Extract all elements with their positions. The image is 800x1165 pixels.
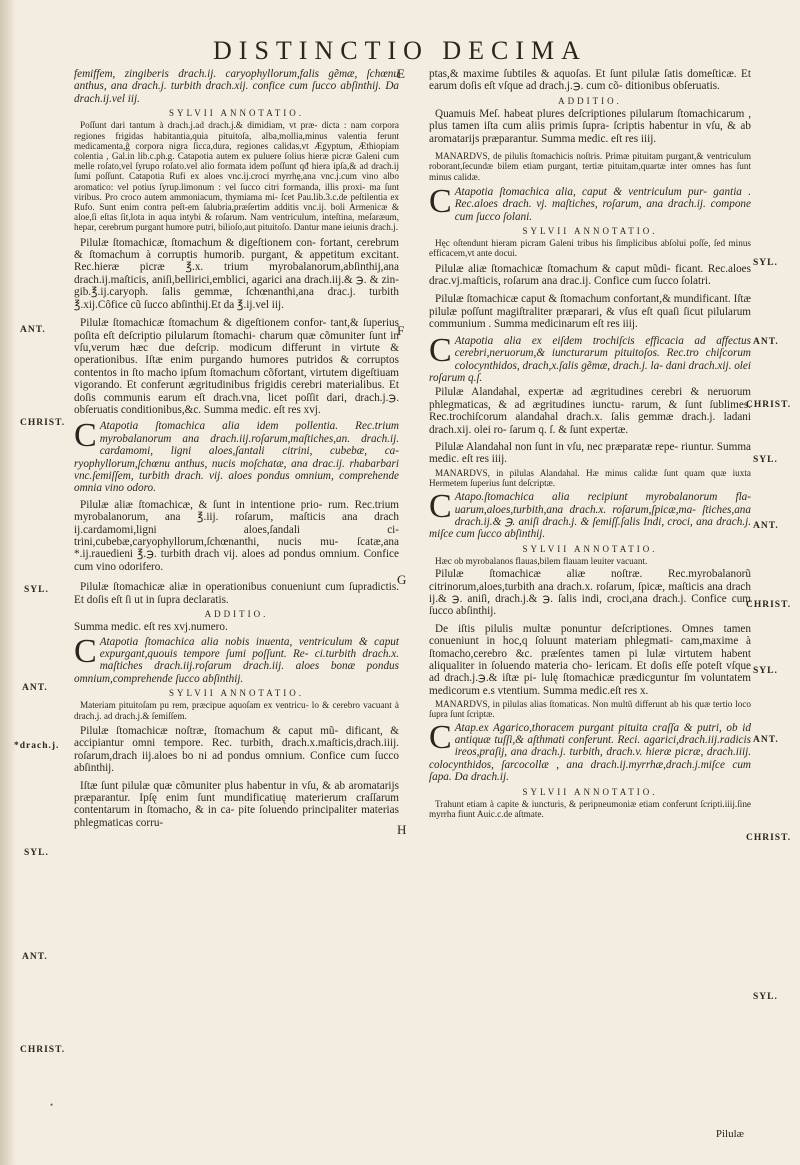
margin-label-syl: SYL. (753, 992, 778, 1002)
paragraph: Iſtæ ſunt pilulæ quæ cõmuniter plus habentur in vſu, & ab aromatarijs præparantur. Ipſę enim ſunt mundificatiuę materierum craſſarum contentarum in ſtomacho, & in ca- pite ſoluendo principaliter materias phlegmaticas corru- (74, 779, 399, 829)
page-title: DISTINCTIO DECIMA (213, 36, 587, 65)
annotation: MANARDVS, de pilulis ſtomachicis noſtris. Primæ pituitam purgant,& ventriculum roborant,ſecundæ bilem etiam purgant, tertiæ pituitam,quartæ inter omnes has ſunt minus calidæ. (429, 151, 751, 182)
paragraph: Pilulæ Alandahal, expertæ ad ægritudines cerebri & neruorum phlegmaticas, & ad ægritudines iunctu- rarum, & ſunt ſublimes. Rec.trochiſcorum alandahal drach.x. ſalis gemmæ drach.j. ladani drach.xij. olei ro- ſarum q. ſ. & ſunt expertæ. (429, 386, 751, 436)
annotation: MANARDVS, in pilulas alias ſtomaticas. Non multũ differunt ab his quæ tertio loco ſupra ſunt ſcriptæ. (429, 699, 751, 720)
paragraph: Pilulæ ſtomachicæ caput & ſtomachum confortant,& mundificant. Iſtæ pilulæ poſſunt magiſtraliter præparari, & vſus eſt quaſi ſicut pilularum communium . Summa medicinarum eſt res iiij. (429, 293, 751, 331)
section-letter-h: H (397, 822, 407, 837)
drop-cap: C (429, 718, 452, 756)
paragraph: Summa medic. eſt res xvj.numero. (74, 621, 228, 634)
annotation: Trahunt etiam à capite & iuncturis, & peripneumoniæ etiam conferunt ſcripti.iiij.ſine myrrha fiunt Auic.c.de aſtmate. (429, 798, 751, 820)
section-heading: SYLVII ANNOTATIO. (522, 786, 658, 797)
paragraph: Quamuis Meſ. habeat plures deſcriptiones pilularum ſtomachicarum , plus tamen iſta cum aliis primis ſupra- ſcriptis habentur in vſu, & ab aromatarijs præparantur. Summa medic. eſt res iiij. (429, 108, 751, 145)
paragraph: Pilulæ aliæ ſtomachicæ ſtomachum & caput mũdi- ficant. Rec.aloes drac.vj.maſticis, roſarum ana drac.ij. Confice cum ſucco ſolatri. (429, 262, 751, 288)
margin-label-christ: CHRIST. (746, 833, 792, 843)
margin-label-christ: CHRIST. (746, 600, 792, 610)
page-edge (0, 0, 16, 1165)
annotation: Hæc ob myrobalanos flauas,bilem flauam leuiter vacuant. (435, 556, 648, 566)
drop-cap: C (429, 488, 452, 526)
margin-label-ant: ANT. (753, 735, 779, 745)
section-heading: SYLVII ANNOTATIO. (169, 688, 304, 699)
margin-label-syl: SYL. (753, 455, 778, 465)
section-letter-e: E (397, 66, 405, 81)
margin-label-ant: ANT. (22, 683, 48, 693)
section-letter-f: F (397, 323, 405, 338)
margin-label-christ: CHRIST. (746, 400, 792, 410)
paragraph: Pilulæ ſtomachicæ aliæ in operationibus conueniunt cum ſupradictis. Et doſis eſt ſi ut in ſupra declaratis. (74, 581, 399, 606)
paragraph: De iſtis pilulis multæ ponuntur deſcriptiones. Omnes tamen conueniunt in hoc,q ſoluunt materiam phlegmati- cam,maxime à ſtomacho,cerebro &c. præſentes tamen pi lulæ virtutem habent aliqualiter in ſoluendo materia cho- lericam. Et doſis eſſe poteſt vſque ad drach.j.℈.& iſtæ pi- lulę ſtomachicæ prædicguntur ſm voluntatem medicorum e.s vtentium. Summa medic.eſt res x. (429, 622, 751, 697)
margin-label-syl: SYL. (24, 585, 49, 595)
paragraph: C Atapotia ſtomachica alia idem pollentia. Rec.trium myrobalanorum ana drach.iij.roſarum,maſtiches,an. drach.ij. cardamomi, ligni aloes,ſantali citrini, cubebæ, ca- ryophyllorum,ſchœnu anthus, nucis moſchatæ, ana drac.ij. rhabarbari vnc.ſemiſſem, turbith drach. vij. aloes pondus omnium, comprehende omnia vino odoro. (74, 417, 399, 495)
section-heading: ADDITIO. (558, 95, 622, 106)
paragraph: Pilulæ Alandahal non ſunt in vſu, nec præparatæ repe- riuntur. Summa medic. eſt res iiij. (429, 440, 751, 466)
paragraph: C Atapo.ſtomachica alia recipiunt myrobalanorum fla- uarum,aloes,turbith,ana drach.x. roſarum,ſpicæ,ma- ſtiches,ana drach.ij.& ℈. aniſi drach.j. & ſemiſſ.ſalis Indi, croci, ana drach.j. miſce cum ſucco abſinthij. (429, 488, 751, 541)
section-heading: SYLVII ANNOTATIO. (169, 108, 304, 119)
paragraph: C Atap.ex Agarico,thoracem purgant pituita craſſa & putri, ob id antiquæ tuſſi,& aſthmati conferunt. Reci. agarici,drach.iij.radicis ireos,praſij, ana drach.j. turbith, drach.v. hieræ picræ, drach.iiij. colocynthidos, ſarcocollæ , ana drach.ij.myrrhæ,drach.j.miſce cum ſapa. Da drach.ij. (429, 718, 751, 784)
margin-label-ant: ANT. (753, 521, 779, 531)
paragraph: femiffem, zingiberis drach.ij. caryophyllorum,falis gẽmæ, ſchœnu anthus, ana drach.j. turbith drach.xij. confice cum ſucco abſinthij. Da drach.ij.vel iij. (74, 68, 399, 105)
paragraph: Pilulæ ſtomachicæ, ſtomachum & digeſtionem con- fortant, cerebrum & ſtomachum à corruptis humorib. purgant, & appetitum excitant. Rec.hieræ picræ ℥.x. trium myrobalanorum,abſinthij,ana drach.ij.maſticis, aniſi,bellirici,emblici, agarici ana drach.iij.& ℈. & zin- gib.℥.ij.caryoph. ſalis gemmæ, ſchœnanthi,ana drac.j. turbith ℥.xij.Côfice cũ ſucco abſinthij.Et da ℥.ij.vel iij. (74, 236, 399, 311)
margin-label-syl: SYL. (24, 848, 49, 858)
section-heading: SYLVII ANNOTATIO. (522, 226, 658, 237)
margin-label-ant: ANT. (22, 952, 48, 962)
annotation: MANARDVS, in pilulas Alandahal. Hæ minus calidæ ſunt quam quæ iuxta Hermetem ſuperius ſunt deſcriptæ. (429, 467, 751, 488)
drop-cap: C (429, 182, 452, 220)
ink-mark: • (50, 1100, 54, 1110)
margin-label-syl: SYL. (753, 258, 778, 268)
margin-label-ant: ANT. (753, 337, 779, 347)
drop-cap: C (429, 331, 452, 369)
margin-label-christ: CHRIST. (20, 1045, 66, 1055)
paragraph: C Atapotia alia ex eiſdem trochiſcis efficacia ad affectus cerebri,neruorum,& iuncturarum pituitoſos. Rec.tro chiſcorum colocynthidos, drach,x.ſalis gẽmæ, drach.j. la- dani drach.xij. olei roſarum q.ſ. (429, 331, 751, 384)
margin-label-christ: CHRIST. (20, 418, 66, 428)
section-letter-g: G (397, 572, 407, 587)
paragraph: Pilulæ ſtomachicæ aliæ noſtræ. Rec.myrobalanorũ citrinorum,aloes,turbith ana drach.x. roſarum, ſpicæ, maſticis ana drach ij.& ℈. aniſi, drach.j.& ℈. ſalis indi, croci,ana drach.j. Confice cum ſucco abſinthij. (429, 568, 751, 618)
section-heading: SYLVII ANNOTATIO. (522, 543, 658, 554)
paragraph: ptas,& maxime ſubtiles & aquoſas. Et ſunt pilulæ ſatis domeſticæ. Et earum doſis eſt vſque ad drach.j.℈. cum cõ- ditionibus obſeruatis. (429, 68, 751, 93)
annotation: Materiam pituitoſam pu rem, præcipue aquoſam ex ventricu- lo & cerebro vacuant à drach.j. ad drach.j.& ſemiſſem. (74, 700, 399, 721)
section-heading: ADDITIO. (204, 609, 269, 620)
drop-cap: C (74, 417, 97, 455)
paragraph: Pilulæ aliæ ſtomachicæ, & ſunt in intentione prio- rum. Rec.trium myrobalanorum, ana ℥.iij. roſarum, maſticis ana drach ij.cardamomi,ligni aloes,ſandali ci- trini,cubebæ,caryophyllorum,ſchœnanthi, nucis mu- ſcatæ,ana *.ij.rauedieni ℥.℈. turbith drach vij. aloes ad pondus omnium. Confice cum vino odorifero. (74, 498, 399, 573)
paragraph: C Atapotia ſtomachica alia, caput & ventriculum pur- gantia . Rec.aloes drach. vj. maſtiches, roſarum, ana drach.ij. compone cum ſucco ſolani. (429, 182, 751, 223)
margin-label-drach: *drach.j. (14, 741, 60, 751)
margin-label-ant: ANT. (20, 325, 46, 335)
drop-cap: C (74, 632, 97, 670)
right-column (429, 68, 751, 821)
left-column (74, 68, 399, 831)
paragraph: Pilulæ ſtomachicæ noſtræ, ſtomachum & caput mũ- dificant, & accipiantur omni tempore. Rec. turbith, drach.x.maſticis,drach.iiij. roſarum,drach iij.aloes bo ni ad pondus omnium. Confice cum ſucco abſinthij. (74, 724, 399, 775)
catchword: Pilulæ (715, 1128, 744, 1140)
margin-label-syl: SYL. (753, 666, 778, 676)
annotation: Hęc oſtendunt hieram picram Galeni tribus his ſimplicibus abſolui poſſe, ſed minus efficacem,vt ante docui. (429, 238, 751, 259)
annotation: Poſſunt dari tantum à drach.j.ad drach.j.& dimidiam, vt præ- dicta : nam corpora regiones frigidas habitantia,quia pituitoſa, alba,mollia,minus valentia ferunt medicamenta,ĝ corpora nigra ſicca,dura, regiones calidas,vt Ægyptum, Æthiopiam colentia , Gal.in lib.c.ph.g. Catapotia autem ex puluere ſolius hieræ picræ Galeni cum melle roſato,vel ſyrupo roſato.vel alio formata idem poſſunt qđ hiera ipſa,& ad drach.ij ſumi poſſunt. Catapotia Rufi ex aloes vnc.ij.croci myrrhę,ana vnc.j.cum vino albo aromatico: vel potius ſyrup.limonum : vel ſucco citri formanda, illis proxi- ma ſunt viribus. Pro croco autem ammoniacum, thymiama mi- ſcet Pau.lib.3.c.de peſtilentia ex Rufo. Sunt enim contra peſt-em ſalubria,præſertim additis vnc.ij. boli Armenicæ & aloe,ſi eſtas ſit,lota in aqua intybi & roſarum. Nam ventriculum, inteſtina, meſaræum, hepar, cerebrum purgant humore putri, bilioſo,aut pituitoſo. Dantur mane ieiunis drach.j. (74, 120, 399, 233)
paragraph: Pilulæ ſtomachicæ ſtomachum & digeſtionem confor- tant,& ſuperius poſita eſt deſcriptio pilularum ſtomachi- charum quæ cõmuniter ſunt in vſu,verum hæc due deſcrip. modicum differunt in virtute & operationibus. Iſtæ enim purgando humores putridos & corruptos contentos in ſto macho ipſum ſtomachum cõfortant, virtutem digeſtiuam vigorando. Et conferunt ægritudinibus frigidis cerebri materialibus. Et doſis communis earum eſt drach.vna, licet poſſit dari, drach.j.℈. obſeruatis conditionibus,&c. Summa medic. eſt res xvj. (74, 317, 399, 416)
paragraph: C Atapotia ſtomachica alia nobis inuenta, ventriculum & caput expurgant,quouis tempore ſumi poſſunt. Re- ci.turbith drach.x. maſtiches drach.iij.roſarum drach.iij. aloes bonæ pondus omnium,comprehende ſucco abſinthij. (74, 632, 399, 685)
